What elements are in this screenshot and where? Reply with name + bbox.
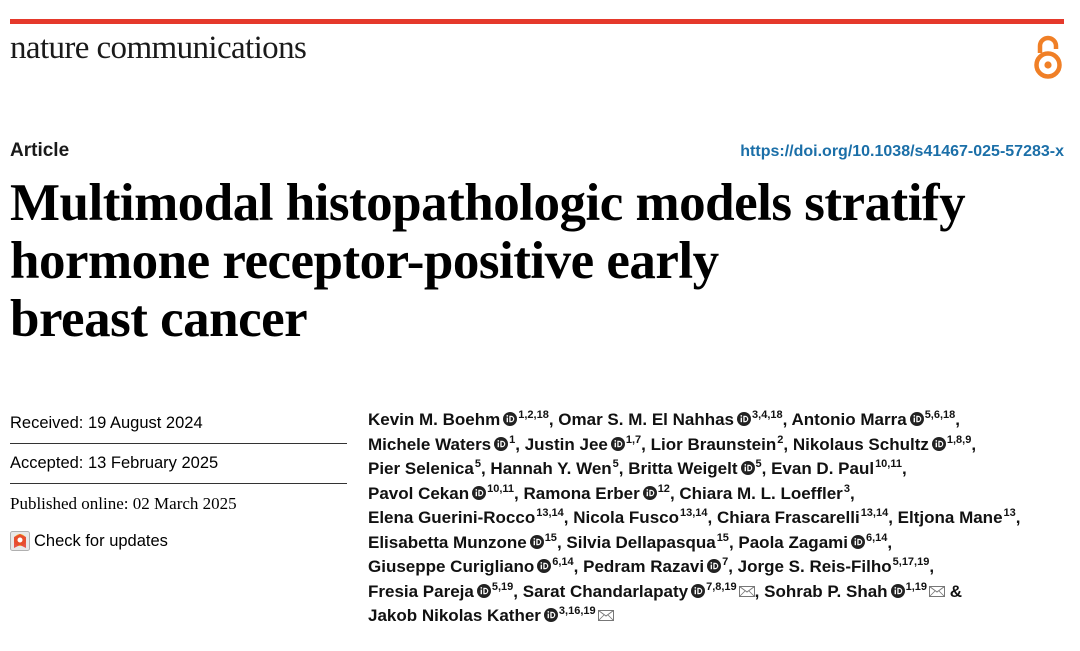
- email-icon[interactable]: [929, 586, 945, 597]
- affiliation-numbers: 10,11: [875, 458, 902, 471]
- check-for-updates-button[interactable]: [10, 524, 347, 558]
- affiliation-numbers: 7,8,19: [706, 580, 737, 593]
- author-name[interactable]: Pavol Cekan: [368, 483, 470, 503]
- author-item: Silvia Dellapasqua$^{15}$,: [566, 531, 739, 552]
- author-name[interactable]: Nicola Fusco: [573, 508, 679, 527]
- orcid-icon[interactable]: [477, 584, 491, 598]
- affiliation-numbers: 5,19: [491, 580, 514, 593]
- orcid-icon[interactable]: [851, 535, 865, 549]
- author-item: Pavol Cekan $^{10,11}$,: [368, 482, 524, 503]
- author-item: Hannah Y. Wen$^5$,: [490, 458, 629, 478]
- published-date: [10, 484, 347, 524]
- affiliation-numbers: 15: [716, 531, 729, 544]
- affiliation-numbers: 1,7: [625, 433, 642, 446]
- orcid-icon[interactable]: [530, 535, 544, 549]
- author-item: Paola Zagami $^{6,14}$,: [738, 531, 893, 552]
- email-icon[interactable]: [739, 586, 755, 597]
- affiliation-numbers: 6,14: [866, 531, 888, 544]
- author-line: [368, 506, 1068, 531]
- author-item: Omar S. M. El Nahhas $^{3,4,18}$,: [558, 409, 792, 429]
- author-name[interactable]: Chiara M. L. Loeffler: [679, 483, 843, 503]
- published-date-text: Published online: 02 March 2025: [10, 494, 237, 513]
- orcid-icon[interactable]: [503, 412, 517, 426]
- affiliation-numbers: 6,14: [552, 556, 574, 569]
- author-name[interactable]: Ramona Erber: [523, 483, 640, 503]
- author-name[interactable]: Omar S. M. El Nahhas: [558, 410, 735, 429]
- orcid-icon[interactable]: [891, 584, 905, 598]
- author-item: Fresia Pareja $^{5,19}$,: [368, 580, 523, 601]
- affiliation-numbers: 1,19: [905, 580, 927, 593]
- article-dates: [10, 404, 347, 558]
- author-name[interactable]: Elisabetta Munzone: [368, 532, 527, 552]
- author-item: Sarat Chandarlapaty $^{7,8,19}$ ,: [522, 580, 765, 601]
- affiliation-numbers: 13,14: [860, 507, 889, 520]
- affiliation-numbers: 7: [722, 556, 729, 569]
- title-line: hormone receptor-positive early: [10, 232, 719, 290]
- author-item: Pier Selenica$^5$,: [368, 458, 491, 478]
- author-line: [368, 580, 1068, 605]
- affiliation-numbers: 5: [474, 458, 481, 471]
- author-name[interactable]: Pedram Razavi: [583, 557, 705, 576]
- author-item: Nicola Fusco$^{13,14}$,: [573, 507, 717, 527]
- orcid-icon[interactable]: [737, 412, 751, 426]
- affiliation-numbers: 1,2,18: [518, 409, 549, 422]
- author-item: Chiara Frascarelli$^{13,14}$,: [716, 507, 898, 527]
- author-name[interactable]: Silvia Dellapasqua: [566, 532, 716, 552]
- journal-name[interactable]: nature communications: [10, 30, 307, 66]
- author-item: Lior Braunstein$^2$,: [650, 433, 793, 454]
- orcid-icon[interactable]: [707, 559, 721, 573]
- accepted-date: Accepted: 13 February 2025: [10, 444, 347, 484]
- author-item: Kevin M. Boehm $^{1,2,18}$,: [368, 409, 559, 429]
- author-item: Britta Weigelt $^5$,: [628, 458, 772, 478]
- doi-link[interactable]: https://doi.org/10.1038/s41467-025-57283-x: [740, 143, 1064, 160]
- author-name[interactable]: Nikolaus Schultz: [792, 434, 929, 454]
- author-item: Justin Jee $^{1,7}$,: [524, 433, 651, 454]
- author-name[interactable]: Hannah Y. Wen: [490, 459, 612, 478]
- article-title: [10, 174, 1070, 348]
- received-date: Received: 19 August 2024: [10, 404, 347, 444]
- open-access-icon: [1030, 33, 1066, 81]
- affiliation-numbers: 13: [1003, 507, 1016, 520]
- author-name[interactable]: Jakob Nikolas Kather: [368, 606, 541, 625]
- orcid-icon[interactable]: [932, 437, 946, 451]
- author-name[interactable]: Chiara Frascarelli: [716, 508, 860, 527]
- author-line: [368, 433, 1068, 458]
- author-line: [368, 408, 1068, 433]
- author-item: Sohrab P. Shah $^{1,19}$ &: [764, 580, 962, 601]
- check-updates-label: Check for updates: [34, 531, 168, 550]
- author-name[interactable]: Paola Zagami: [738, 532, 848, 552]
- affiliation-numbers: 10,11: [487, 482, 515, 495]
- author-item: Chiara M. L. Loeffler$^3$,: [679, 482, 855, 503]
- orcid-icon[interactable]: [472, 486, 486, 500]
- affiliation-numbers: 5,17,19: [892, 556, 930, 569]
- author-item: Antonio Marra $^{5,6,18}$,: [791, 409, 961, 429]
- email-icon[interactable]: [598, 610, 614, 621]
- author-name[interactable]: Sarat Chandarlapaty: [522, 581, 689, 601]
- orcid-icon[interactable]: [537, 559, 551, 573]
- author-name[interactable]: Fresia Pareja: [368, 581, 474, 601]
- affiliation-numbers: 15: [544, 531, 557, 544]
- author-name[interactable]: Lior Braunstein: [650, 434, 777, 454]
- author-name[interactable]: Kevin M. Boehm: [368, 410, 501, 429]
- author-item: Elena Guerini-Rocco$^{13,14}$,: [368, 507, 574, 527]
- affiliation-numbers: 1,8,9: [946, 433, 972, 446]
- author-line: [368, 531, 1068, 556]
- author-item: Jorge S. Reis-Filho$^{5,17,19}$,: [737, 556, 935, 576]
- orcid-icon[interactable]: [494, 437, 508, 451]
- author-line: [368, 482, 1068, 507]
- author-name[interactable]: Eltjona Mane: [897, 508, 1003, 527]
- article-type: Article: [10, 140, 70, 161]
- affiliation-numbers: 3,16,19: [558, 605, 596, 618]
- journal-brand-bar: [10, 19, 1064, 24]
- orcid-icon[interactable]: [643, 486, 657, 500]
- author-list: [368, 408, 1068, 629]
- author-name[interactable]: Sohrab P. Shah: [764, 581, 888, 601]
- author-item: Eltjona Mane$^{13}$,: [897, 507, 1021, 527]
- author-item: Nikolaus Schultz $^{1,8,9}$,: [792, 433, 977, 454]
- affiliation-numbers: 13,14: [536, 507, 564, 520]
- affiliation-numbers: 5: [755, 458, 762, 471]
- affiliation-numbers: 3,4,18: [752, 409, 783, 422]
- affiliation-numbers: 2: [777, 433, 784, 446]
- author-name[interactable]: Britta Weigelt: [628, 459, 738, 478]
- author-item: Michele Waters $^1$,: [368, 433, 525, 454]
- check-updates-icon: [10, 531, 30, 551]
- author-item: Evan D. Paul$^{10,11}$,: [771, 458, 907, 478]
- affiliation-numbers: 3: [843, 482, 850, 495]
- author-name[interactable]: Elena Guerini-Rocco: [368, 508, 536, 527]
- author-line: [368, 604, 1068, 629]
- author-line: [368, 457, 1068, 482]
- affiliation-numbers: 12: [657, 482, 670, 495]
- orcid-icon[interactable]: [611, 437, 625, 451]
- title-line: Multimodal histopathologic models stratify: [10, 174, 966, 232]
- affiliation-numbers: 5,6,18: [924, 409, 956, 422]
- author-name[interactable]: Evan D. Paul: [771, 459, 875, 478]
- author-item: [368, 606, 614, 625]
- author-item: Elisabetta Munzone $^{15}$,: [368, 531, 567, 552]
- orcid-icon[interactable]: [741, 461, 755, 475]
- author-line: [368, 555, 1068, 580]
- affiliation-numbers: 13,14: [680, 507, 708, 520]
- author-item: Pedram Razavi $^7$,: [583, 556, 738, 576]
- orcid-icon[interactable]: [544, 608, 558, 622]
- author-name[interactable]: Michele Waters: [368, 434, 492, 454]
- author-name[interactable]: Pier Selenica: [368, 459, 474, 478]
- author-item: Giuseppe Curigliano $^{6,14}$,: [368, 556, 584, 576]
- author-name[interactable]: Jorge S. Reis-Filho: [737, 557, 892, 576]
- author-name[interactable]: Giuseppe Curigliano: [368, 557, 535, 576]
- author-name[interactable]: Antonio Marra: [791, 410, 907, 429]
- author-name[interactable]: Justin Jee: [524, 434, 608, 454]
- title-line: breast cancer: [10, 290, 308, 348]
- affiliation-numbers: 5: [612, 458, 619, 471]
- orcid-icon[interactable]: [691, 584, 705, 598]
- author-item: Ramona Erber $^{12}$,: [523, 482, 680, 503]
- affiliation-numbers: 1: [509, 433, 516, 446]
- orcid-icon[interactable]: [910, 412, 924, 426]
